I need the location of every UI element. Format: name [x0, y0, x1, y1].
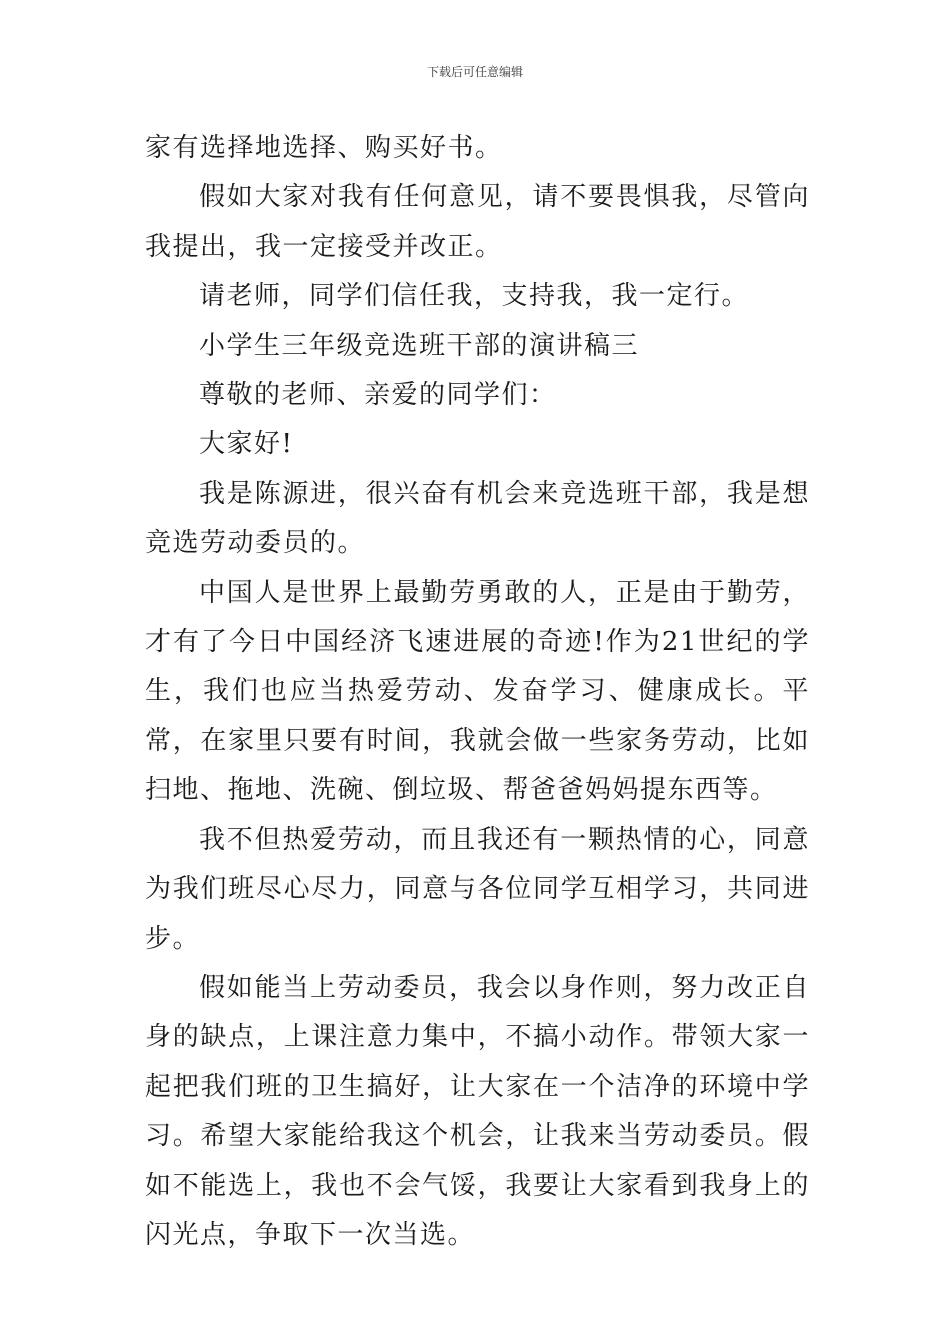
paragraph-7: 我是陈源进，很兴奋有机会来竞选班干部，我是想竞选劳动委员的。 — [145, 478, 810, 559]
paragraph-10: 假如能当上劳动委员，我会以身作则，努力改正自身的缺点，上课注意力集中，不搞小动作。带领大家一起把我们班的卫生搞好，让大家在一个洁净的环境中学习。希望大家能给我这个机会，让我来当劳动委员。假如不能选上，我也不会气馁，我要让大家看到我身上的闪光点，争取下一次当选。 — [145, 972, 810, 1250]
paragraph-9: 我不但热爱劳动，而且我还有一颗热情的心，同意为我们班尽心尽力，同意与各位同学互相学习，共同进步。 — [145, 824, 810, 954]
paragraph-1: 家有选择地选择、购买好书。 — [145, 133, 503, 163]
paragraph-3: 请老师，同学们信任我，支持我，我一定行。 — [199, 281, 750, 312]
paragraph-4-section-title: 小学生三年级竞选班干部的演讲稿三 — [199, 330, 640, 361]
page-header-note: 下载后可任意编辑 — [426, 65, 523, 79]
paragraph-8: 中国人是世界上最勤劳勇敢的人，正是由于勤劳，才有了今日中国经济飞速进展的奇迹!作为21世纪的学生，我们也应当热爱劳动、发奋学习、健康成长。平常，在家里只要有时间，我就会做一些家务劳动，比如扫地、拖地、洗碗、倒垃圾、帮爸爸妈妈提东西等。 — [145, 577, 810, 806]
paragraph-2: 假如大家对我有任何意见，请不要畏惧我，尽管向我提出，我一定接受并改正。 — [145, 182, 810, 262]
document-body — [145, 124, 810, 1260]
paragraph-6-greeting: 大家好! — [199, 429, 294, 460]
paragraph-5-salutation: 尊敬的老师、亲爱的同学们： — [199, 380, 557, 411]
